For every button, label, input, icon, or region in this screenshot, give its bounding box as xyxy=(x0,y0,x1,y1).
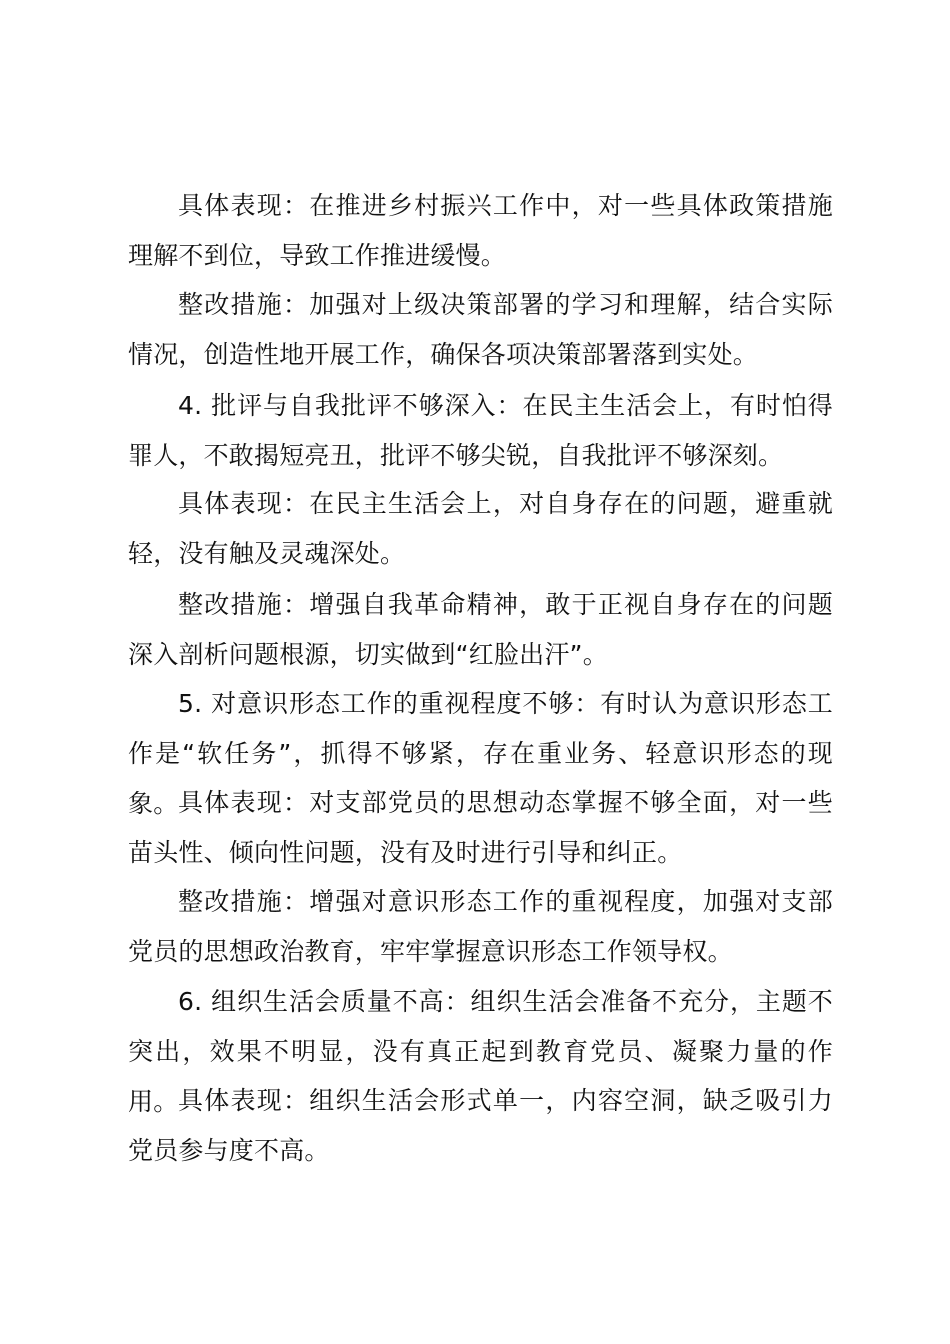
paragraph-performance-1: 具体表现：在推进乡村振兴工作中，对一些具体政策措施理解不到位，导致工作推进缓慢。 xyxy=(128,191,833,270)
paragraph-performance-5: 具体表现：对支部党员的思想动态掌握不够全面，对一些苗头性、倾向性问题，没有及时进行引导和纠正。 xyxy=(128,788,833,867)
paragraph-issue-5: 5. 对意识形态工作的重视程度不够：有时认为意识形态工作是“软任务”，抓得不够紧，存在重业务、轻意识形态的现象。 xyxy=(128,689,833,818)
paragraph-performance-4: 具体表现：在民主生活会上，对自身存在的问题，避重就轻，没有触及灵魂深处。 xyxy=(128,489,833,568)
paragraph-rectification-1: 整改措施：加强对上级决策部署的学习和理解，结合实际情况，创造性地开展工作，确保各项决策部署落到实处。 xyxy=(128,290,833,369)
paragraph-issue-4: 4. 批评与自我批评不够深入：在民主生活会上，有时怕得罪人，不敢揭短亮丑，批评不够尖锐，自我批评不够深刻。 xyxy=(128,391,833,470)
paragraph-issue-6: 6. 组织生活会质量不高：组织生活会准备不充分，主题不突出，效果不明显，没有真正起到教育党员、凝聚力量的作用。 xyxy=(128,987,833,1116)
paragraph-rectification-4: 整改措施：增强自我革命精神，敢于正视自身存在的问题深入剖析问题根源，切实做到“红脸出汗”。 xyxy=(128,590,833,669)
paragraph-performance-6: 具体表现：组织生活会形式单一，内容空洞，缺乏吸引力党员参与度不高。 xyxy=(128,1086,833,1165)
paragraph-rectification-5: 整改措施：增强对意识形态工作的重视程度，加强对支部党员的思想政治教育，牢牢掌握意识形态工作领导权。 xyxy=(128,887,833,966)
